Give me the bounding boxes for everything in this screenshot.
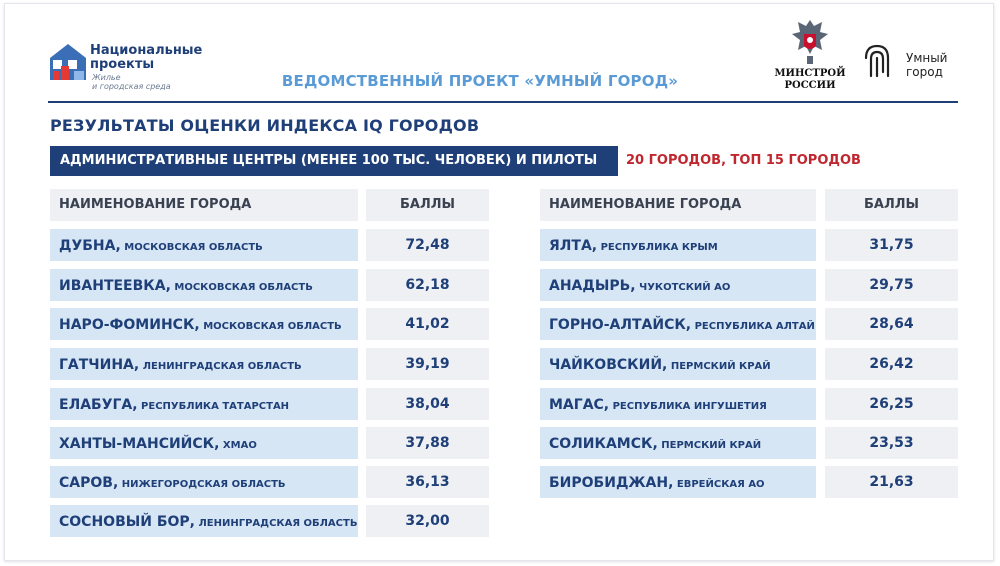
coat-of-arms-icon xyxy=(788,16,832,68)
smart-city-fingerprint-icon xyxy=(862,42,892,80)
region-name: ЕВРЕЙСКАЯ АО xyxy=(673,479,765,490)
region-name: ПЕРМСКИЙ КРАЙ xyxy=(667,361,771,372)
city-cell xyxy=(50,466,358,498)
score-cell: 31,75 xyxy=(825,229,958,261)
score-cell: 26,25 xyxy=(825,388,958,420)
city-name: САРОВ, xyxy=(59,475,119,491)
header-divider xyxy=(48,101,958,103)
city-name: ХАНТЫ-МАНСИЙСК, xyxy=(59,436,220,452)
city-name: ГАТЧИНА, xyxy=(59,357,140,373)
region-name: ЧУКОТСКИЙ АО xyxy=(635,282,731,293)
minstroy-label: МИНСТРОЙ РОССИИ xyxy=(774,68,846,91)
region-name: ХМАО xyxy=(219,440,257,451)
national-projects-logo-icon xyxy=(48,42,88,82)
city-name: СОСНОВЫЙ БОР, xyxy=(59,514,195,530)
score-cell: 39,19 xyxy=(366,348,489,380)
column-header-score: БАЛЛЫ xyxy=(825,189,958,221)
score-cell: 26,42 xyxy=(825,348,958,380)
project-title: ВЕДОМСТВЕННЫЙ ПРОЕКТ «УМНЫЙ ГОРОД» xyxy=(281,72,679,90)
city-cell xyxy=(50,348,358,380)
score-cell: 21,63 xyxy=(825,466,958,498)
column-header-score: БАЛЛЫ xyxy=(366,189,489,221)
region-name: РЕСПУБЛИКА ИНГУШЕТИЯ xyxy=(609,401,767,412)
score-cell: 32,00 xyxy=(366,505,489,537)
city-cell xyxy=(540,348,816,380)
city-cell xyxy=(540,427,816,459)
score-cell: 29,75 xyxy=(825,269,958,301)
city-cell xyxy=(540,229,816,261)
score-cell: 23,53 xyxy=(825,427,958,459)
region-name: МОСКОВСКАЯ ОБЛАСТЬ xyxy=(170,282,313,293)
city-name: ЧАЙКОВСКИЙ, xyxy=(549,357,668,373)
city-name: ДУБНА, xyxy=(59,238,121,254)
city-name: ИВАНТЕЕВКА, xyxy=(59,278,171,294)
city-name: МАГАС, xyxy=(549,397,610,413)
category-note: 20 ГОРОДОВ, ТОП 15 ГОРОДОВ xyxy=(626,153,861,168)
city-name: СОЛИКАМСК, xyxy=(549,436,658,452)
score-cell: 28,64 xyxy=(825,308,958,340)
city-cell xyxy=(50,388,358,420)
page-title: РЕЗУЛЬТАТЫ ОЦЕНКИ ИНДЕКСА IQ ГОРОДОВ xyxy=(50,116,480,135)
region-name: МОСКОВСКАЯ ОБЛАСТЬ xyxy=(199,321,342,332)
region-name: ЛЕНИНГРАДСКАЯ ОБЛАСТЬ xyxy=(195,518,358,529)
score-cell: 62,18 xyxy=(366,269,489,301)
national-projects-title: Национальные проекты xyxy=(90,43,203,72)
region-name: РЕСПУБЛИКА АЛТАЙ xyxy=(691,321,815,332)
city-cell xyxy=(50,269,358,301)
city-cell xyxy=(540,466,816,498)
city-name: ЯЛТА, xyxy=(549,238,598,254)
score-cell: 37,88 xyxy=(366,427,489,459)
region-name: НИЖЕГОРОДСКАЯ ОБЛАСТЬ xyxy=(118,479,286,490)
category-banner: АДМИНИСТРАТИВНЫЕ ЦЕНТРЫ (МЕНЕЕ 100 ТЫС. ЧЕЛОВЕК) И ПИЛОТЫ xyxy=(50,146,618,176)
city-cell xyxy=(50,308,358,340)
city-name: ГОРНО-АЛТАЙСК, xyxy=(549,317,692,333)
region-name: РЕСПУБЛИКА КРЫМ xyxy=(597,242,718,253)
city-name: ЕЛАБУГА, xyxy=(59,397,138,413)
score-cell: 41,02 xyxy=(366,308,489,340)
city-cell xyxy=(50,505,358,537)
city-cell xyxy=(50,229,358,261)
smart-city-label: Умный город xyxy=(906,51,948,79)
city-name: БИРОБИДЖАН, xyxy=(549,475,674,491)
column-header-city: НАИМЕНОВАНИЕ ГОРОДА xyxy=(50,189,358,221)
city-name: НАРО-ФОМИНСК, xyxy=(59,317,200,333)
region-name: ПЕРМСКИЙ КРАЙ xyxy=(657,440,762,451)
column-header-city: НАИМЕНОВАНИЕ ГОРОДА xyxy=(540,189,816,221)
score-cell: 72,48 xyxy=(366,229,489,261)
city-cell xyxy=(540,269,816,301)
city-cell xyxy=(540,388,816,420)
city-name: АНАДЫРЬ, xyxy=(549,278,636,294)
region-name: МОСКОВСКАЯ ОБЛАСТЬ xyxy=(120,242,263,253)
city-cell xyxy=(50,427,358,459)
region-name: РЕСПУБЛИКА ТАТАРСТАН xyxy=(137,401,290,412)
region-name: ЛЕНИНГРАДСКАЯ ОБЛАСТЬ xyxy=(139,361,302,372)
national-projects-subtitle: Жилье и городская среда xyxy=(92,73,171,91)
score-cell: 38,04 xyxy=(366,388,489,420)
score-cell: 36,13 xyxy=(366,466,489,498)
city-cell xyxy=(540,308,816,340)
